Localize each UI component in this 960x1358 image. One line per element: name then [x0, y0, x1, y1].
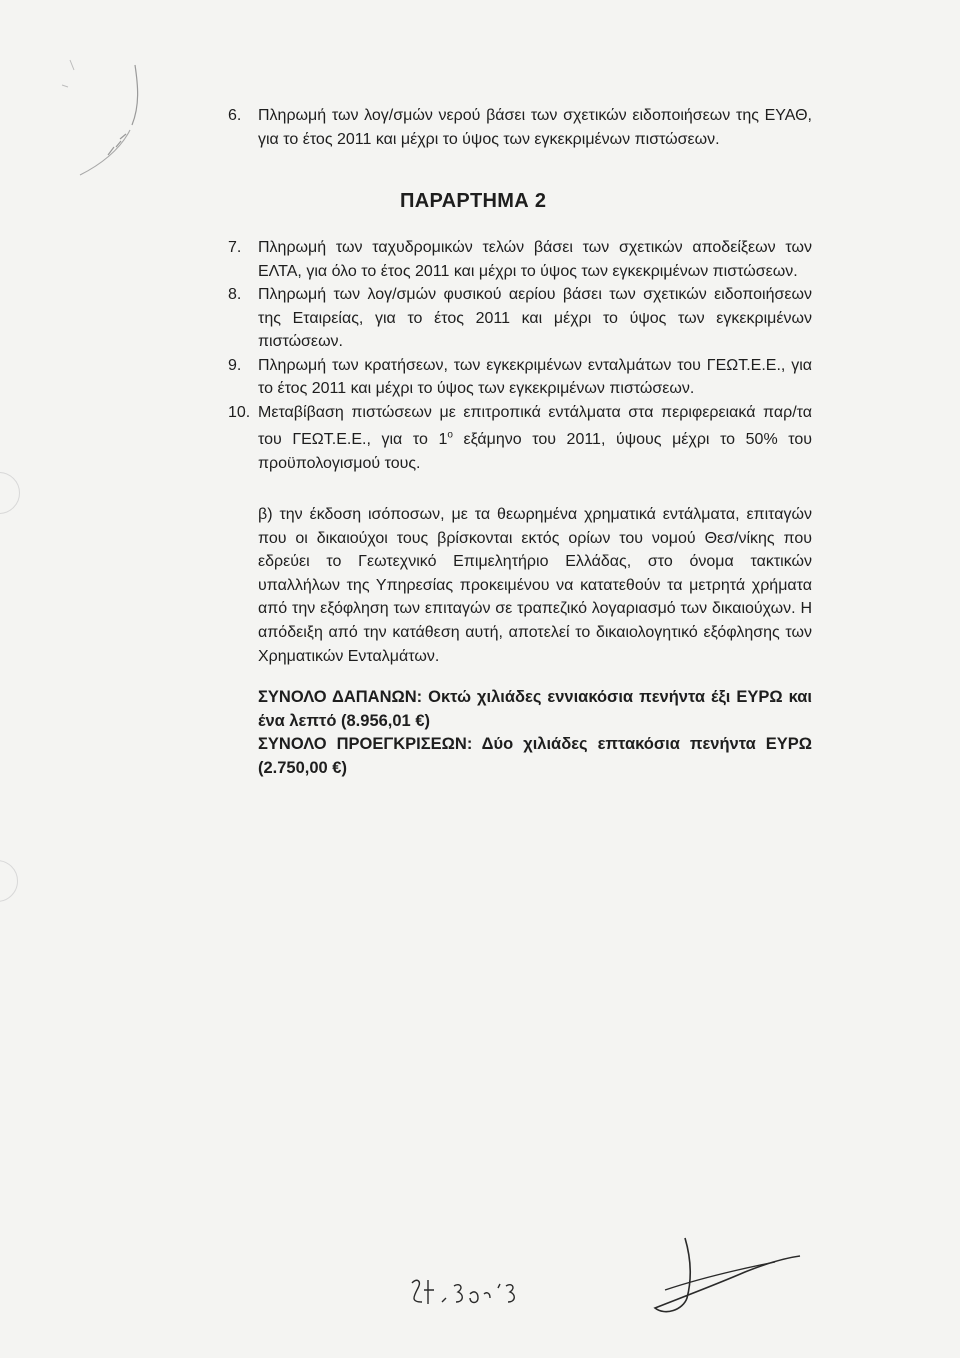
- item-number: 7.: [228, 239, 242, 256]
- punch-hole-top: [0, 472, 20, 514]
- punch-hole-bottom: [0, 860, 18, 902]
- item-text: Πληρωμή των λογ/σμών φυσικού αερίου βάσει των σχετικών ειδοποιήσεων της Εταιρείας, για το έτος 2011 και μέχρι το ύψος των εγκεκριμένων πιστώσεων.: [258, 286, 812, 350]
- annex-title: ΠΑΡΑΡΤΗΜΑ 2: [400, 190, 547, 212]
- list-item-6: [228, 104, 812, 151]
- list-item-8: [228, 283, 812, 354]
- item-text-part: εξάμηνο του 2011, ύψους μέχρι το 50% του προϋπολογισμού τους.: [258, 431, 812, 472]
- list-item-9: [228, 354, 812, 401]
- item-text: [258, 404, 812, 472]
- handwritten-note: [402, 1268, 582, 1318]
- item-text: Πληρωμή των κρατήσεων, των εγκεκριμένων ενταλμάτων του ΓΕΩΤ.Ε.Ε., για το έτος 2011 και μέχρι το ύψος των εγκεκριμένων πιστώσεων.: [258, 356, 812, 397]
- item-number: 10.: [228, 403, 251, 421]
- list-item-10: [228, 401, 812, 476]
- item-text-part: Μεταβίβαση πιστώσεων με επιτροπικά εντάλματα στα περιφερειακά παρ/τα του ΓΕΩΤ.Ε.Ε., για το 1: [258, 403, 812, 449]
- paragraph-b: β) την έκδοση ισόποσων, με τα θεωρημένα χρηματικά εντάλματα, επιταγών που οι δικαιούχοι τους βρίσκονται εκτός ορίων του νομού Θεσ/νίκης που εδρεύει το Γεωτεχνικό Επιμελητήριο Ελλάδας, στο όνομα τακτικών υπαλλήλων της Υπηρεσίας προκειμένου να κατατεθούν τα μετρητά χρήματα από την εξόφληση των επιταγών σε τραπεζικό λογαριασμό των δικαιούχων. Η απόδειξη από την κατάθεση αυτή, αποτελεί το δικαιολογητικό εξόφλησης των Χρηματικών Ενταλμάτων.: [258, 506, 812, 665]
- payments-list-top: [228, 104, 812, 151]
- item-text: Πληρωμή των λογ/σμών νερού βάσει των σχετικών ειδοποιήσεων της ΕΥΑΘ, για το έτος 2011 και μέχρι το ύψος των εγκεκριμένων πιστώσεων.: [258, 107, 812, 148]
- totals-block: [258, 686, 812, 780]
- handwritten-stamp-mark: [60, 55, 180, 195]
- payments-list: [228, 236, 812, 475]
- total-expenses: ΣΥΝΟΛΟ ΔΑΠΑΝΩΝ: Οκτώ χιλιάδες εννιακόσια πενήντα έξι ΕΥΡΩ και ένα λεπτό (8.956,01 €): [258, 688, 812, 730]
- item-text: Πληρωμή των ταχυδρομικών τελών βάσει των σχετικών αποδείξεων των ΕΛΤΑ, για όλο το έτος 2011 και μέχρι το ύψος των εγκεκριμένων πιστώσεων.: [258, 239, 812, 280]
- signature: [635, 1230, 805, 1320]
- ordinal-superscript: ο: [447, 430, 453, 441]
- item-number: 8.: [228, 286, 242, 303]
- item-number: 6.: [228, 107, 242, 124]
- list-item-7: [228, 236, 812, 283]
- item-number: 9.: [228, 356, 242, 374]
- total-approvals: ΣΥΝΟΛΟ ΠΡΟΕΓΚΡΙΣΕΩΝ: Δύο χιλιάδες επτακόσια πενήντα ΕΥΡΩ (2.750,00 €): [258, 735, 812, 777]
